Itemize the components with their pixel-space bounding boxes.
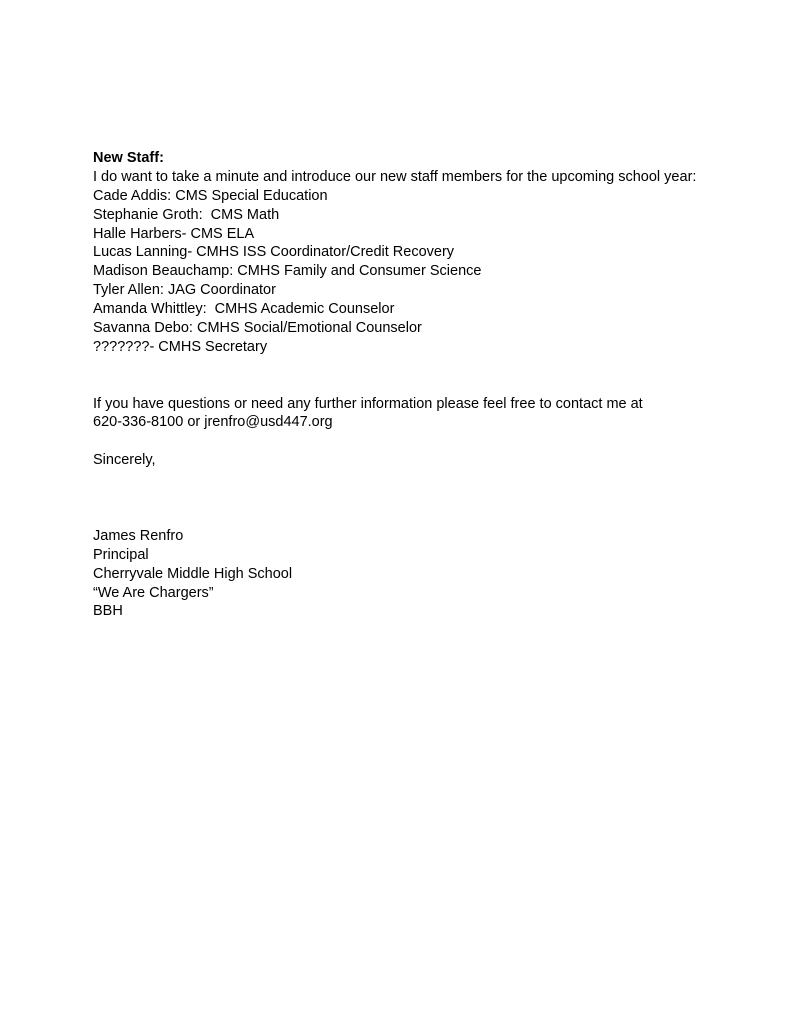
signature-name: James Renfro [93, 527, 184, 544]
contact-line-1: If you have questions or need any further information please feel free to contact me at [93, 395, 643, 412]
staff-item: Stephanie Groth: CMS Math [93, 206, 280, 223]
staff-item: ???????- CMHS Secretary [93, 338, 268, 355]
signature-space [93, 470, 773, 527]
staff-item: Cade Addis: CMS Special Education [93, 187, 328, 204]
signature-initials: BBH [93, 603, 123, 620]
signature-school: Cherryvale Middle High School [93, 565, 293, 582]
contact-line-2: 620-336-8100 or jrenfro@usd447.org [93, 414, 333, 431]
staff-item: Tyler Allen: JAG Coordinator [93, 282, 276, 299]
spacer [93, 432, 773, 451]
staff-item: Halle Harbers- CMS ELA [93, 225, 255, 242]
signature-block [93, 527, 773, 621]
staff-item: Savanna Debo: CMHS Social/Emotional Counselor [93, 320, 422, 337]
spacer [93, 357, 773, 395]
signature-motto: “We Are Chargers” [93, 584, 214, 601]
closing: Sincerely, [93, 452, 156, 469]
staff-item: Madison Beauchamp: CMHS Family and Consumer Science [93, 263, 482, 280]
intro-text: I do want to take a minute and introduce our new staff members for the upcoming school year: [93, 168, 697, 185]
letter-body [93, 149, 773, 621]
staff-item: Amanda Whittley: CMHS Academic Counselor [93, 301, 395, 318]
staff-item: Lucas Lanning- CMHS ISS Coordinator/Credit Recovery [93, 244, 455, 261]
staff-list [93, 187, 773, 357]
section-heading: New Staff: [93, 150, 164, 166]
signature-title: Principal [93, 546, 149, 563]
